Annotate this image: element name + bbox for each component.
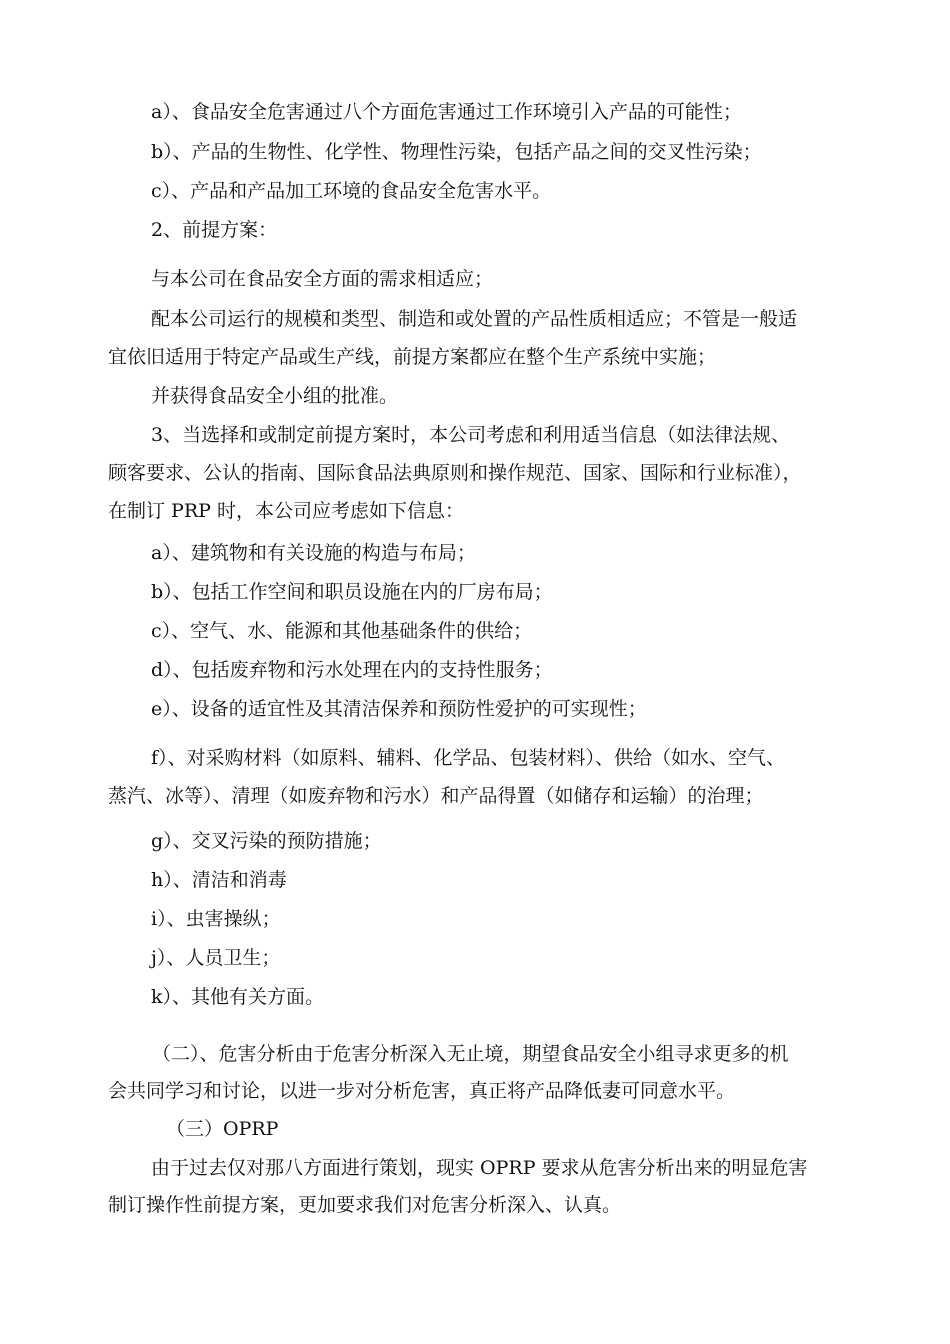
list-item-f-continued: 蒸汽、冰等）、清理（如废弃物和污水）和产品得置（如储存和运输）的治理； [108,785,764,807]
section-three-oprp: （三）OPRP [166,1118,279,1140]
paragraph-line: 与本公司在食品安全方面的需求相适应； [151,268,494,290]
list-item-f: f）、对采购材料（如原料、辅料、化学品、包装材料）、供给（如水、空气、 [151,747,786,769]
item-b-contamination: b）、产品的生物性、化学性、物理性污染，包括产品之间的交叉性污染； [151,141,762,163]
list-item-h: h）、清洁和消毒 [151,869,287,891]
list-item-d: d）、包括废弃物和污水处理在内的支持性服务； [151,659,553,681]
paragraph-line: 宜依旧适用于特定产品或生产线，前提方案都应在整个生产系统中实施； [108,346,717,368]
list-item-e: e）、设备的适宜性及其清洁保养和预防性爱护的可实现性； [151,698,647,720]
item-c-hazard-level: c）、产品和产品加工环境的食品安全危害水平。 [151,180,552,202]
paragraph-line: 配本公司运行的规模和类型、制造和或处置的产品性质相适应；不管是一般适 [151,308,798,330]
paragraph-line: 3、当选择和或制定前提方案时，本公司考虑和利用适当信息（如法律法规、 [151,424,791,446]
list-item-a: a）、建筑物和有关设施的构造与布局； [151,542,476,564]
list-item-c: c）、空气、水、能源和其他基础条件的供给； [151,620,533,642]
list-item-k: k）、其他有关方面。 [151,986,325,1008]
list-item-b: b）、包括工作空间和职员设施在内的厂房布局； [151,581,553,603]
section-two-hazard-analysis: （二）、危害分析由于危害分析深入无止境，期望食品安全小组寻求更多的机 [152,1043,789,1065]
paragraph-line: 顾客要求、公认的指南、国际食品法典原则和操作规范、国家、国际和行业标准）， [108,462,802,484]
item-a-hazard-environment: a）、食品安全危害通过八个方面危害通过工作环境引入产品的可能性； [151,101,742,123]
paragraph-line: 在制订 PRP 时，本公司应考虑如下信息： [108,500,464,522]
paragraph-line: 制订操作性前提方案，更加要求我们对危害分析深入、认真。 [108,1194,622,1216]
heading-prerequisite-program: 2、前提方案： [151,219,278,241]
paragraph-line: 并获得食品安全小组的批准。 [151,385,399,407]
paragraph-line: 由于过去仅对那八方面进行策划，现实 OPRP 要求从危害分析出来的明显危害 [151,1157,808,1179]
list-item-i: i）、虫害操纵； [151,908,281,930]
paragraph-line: 会共同学习和讨论，以进一步对分析危害，真正将产品降低妻可同意水平。 [108,1080,736,1102]
list-item-g: g）、交叉污染的预防措施； [151,830,382,852]
list-item-j: j）、人员卫生； [151,947,281,969]
